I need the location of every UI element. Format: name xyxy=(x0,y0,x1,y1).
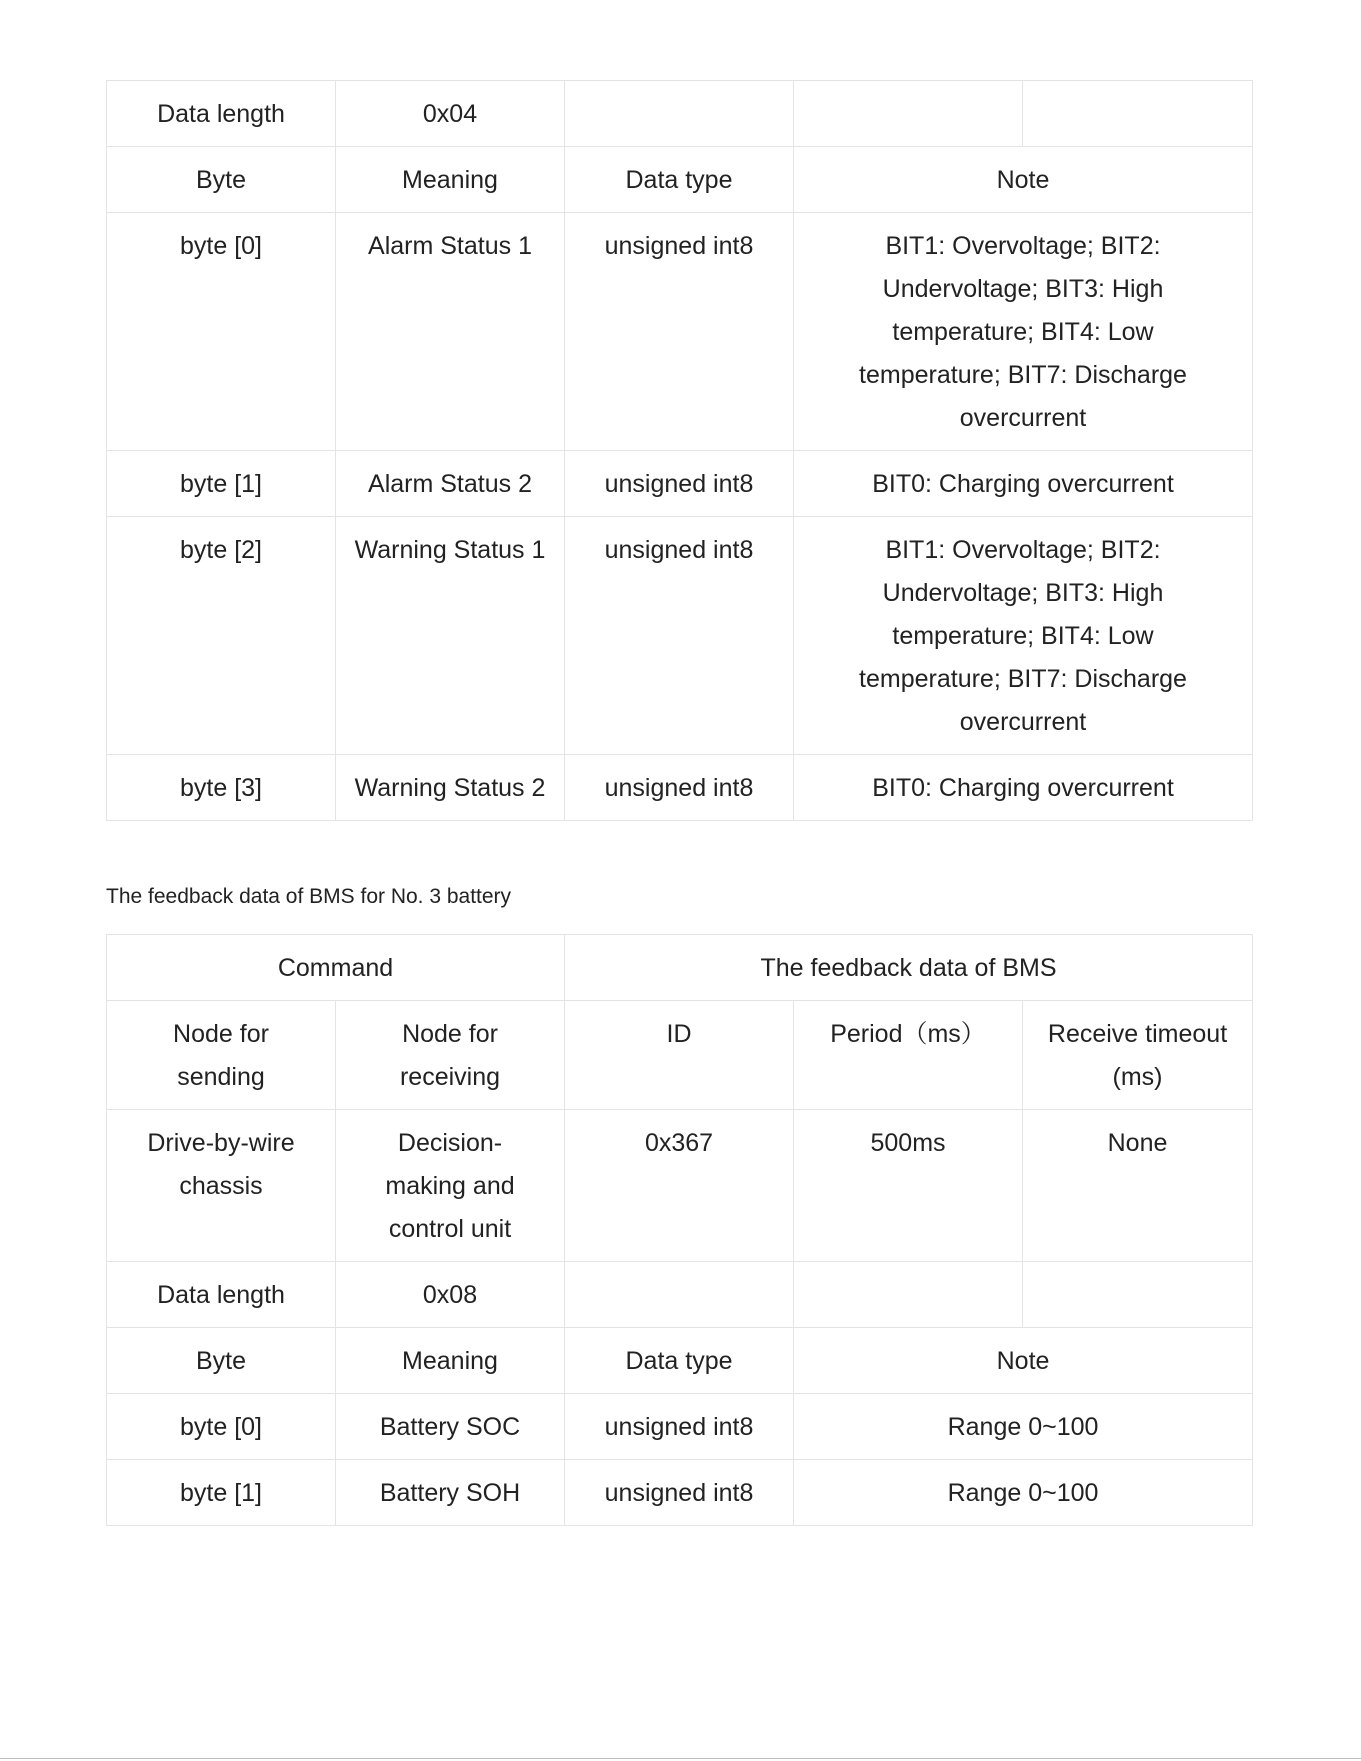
page-divider xyxy=(0,1758,1361,1759)
bms-alarm-table xyxy=(106,80,1253,821)
note-cell: BIT1: Overvoltage; BIT2: Undervoltage; BIT3: High temperature; BIT4: Low temperature; BIT7: Discharge overcurrent xyxy=(794,213,1253,451)
feedback-title-cell: The feedback data of BMS xyxy=(565,935,1253,1001)
empty-cell xyxy=(1023,1262,1253,1328)
byte-cell: byte [1] xyxy=(107,451,336,517)
table-row xyxy=(107,755,1253,821)
timeout-value: None xyxy=(1023,1110,1253,1262)
data-length-label: Data length xyxy=(107,81,336,147)
table-row xyxy=(107,517,1253,755)
note-cell: Range 0~100 xyxy=(794,1460,1253,1526)
meaning-cell: Battery SOH xyxy=(336,1460,565,1526)
byte-cell: byte [3] xyxy=(107,755,336,821)
empty-cell xyxy=(1023,81,1253,147)
data-length-row xyxy=(107,1262,1253,1328)
values-row xyxy=(107,1110,1253,1262)
byte-cell: byte [1] xyxy=(107,1460,336,1526)
table-caption: The feedback data of BMS for No. 3 battery xyxy=(106,885,512,908)
note-cell: BIT0: Charging overcurrent xyxy=(794,451,1253,517)
empty-cell xyxy=(565,1262,794,1328)
meaning-cell: Warning Status 1 xyxy=(336,517,565,755)
header-data-type: Data type xyxy=(565,147,794,213)
node-receiving-value: Decision-making and control unit xyxy=(336,1110,565,1262)
header-receive-timeout: Receive timeout (ms) xyxy=(1023,1001,1253,1110)
note-cell: BIT0: Charging overcurrent xyxy=(794,755,1253,821)
byte-cell: byte [0] xyxy=(107,213,336,451)
header-period: Period（ms） xyxy=(794,1001,1023,1110)
header-meaning: Meaning xyxy=(336,1328,565,1394)
data-type-cell: unsigned int8 xyxy=(565,755,794,821)
id-value: 0x367 xyxy=(565,1110,794,1262)
header-note: Note xyxy=(794,147,1253,213)
data-length-value: 0x04 xyxy=(336,81,565,147)
note-cell: Range 0~100 xyxy=(794,1394,1253,1460)
data-type-cell: unsigned int8 xyxy=(565,451,794,517)
meaning-cell: Warning Status 2 xyxy=(336,755,565,821)
column-header-row xyxy=(107,1001,1253,1110)
header-byte: Byte xyxy=(107,147,336,213)
header-note: Note xyxy=(794,1328,1253,1394)
meaning-cell: Alarm Status 1 xyxy=(336,213,565,451)
empty-cell xyxy=(794,81,1023,147)
header-id: ID xyxy=(565,1001,794,1110)
header-meaning: Meaning xyxy=(336,147,565,213)
data-type-cell: unsigned int8 xyxy=(565,213,794,451)
table-row xyxy=(107,213,1253,451)
data-length-label: Data length xyxy=(107,1262,336,1328)
table-row xyxy=(107,1394,1253,1460)
header-byte: Byte xyxy=(107,1328,336,1394)
node-sending-value: Drive-by-wire chassis xyxy=(107,1110,336,1262)
table-row xyxy=(107,451,1253,517)
meaning-cell: Alarm Status 2 xyxy=(336,451,565,517)
empty-cell xyxy=(565,81,794,147)
byte-cell: byte [2] xyxy=(107,517,336,755)
note-cell: BIT1: Overvoltage; BIT2: Undervoltage; BIT3: High temperature; BIT4: Low temperature; BIT7: Discharge overcurrent xyxy=(794,517,1253,755)
header-data-type: Data type xyxy=(565,1328,794,1394)
title-row xyxy=(107,935,1253,1001)
data-type-cell: unsigned int8 xyxy=(565,517,794,755)
table-row xyxy=(107,1460,1253,1526)
data-type-cell: unsigned int8 xyxy=(565,1460,794,1526)
bms-feedback-table xyxy=(106,934,1253,1526)
command-cell: Command xyxy=(107,935,565,1001)
data-type-cell: unsigned int8 xyxy=(565,1394,794,1460)
header-node-receiving: Node for receiving xyxy=(336,1001,565,1110)
header-row xyxy=(107,1328,1253,1394)
byte-cell: byte [0] xyxy=(107,1394,336,1460)
empty-cell xyxy=(794,1262,1023,1328)
header-node-sending: Node for sending xyxy=(107,1001,336,1110)
header-row xyxy=(107,147,1253,213)
data-length-value: 0x08 xyxy=(336,1262,565,1328)
period-value: 500ms xyxy=(794,1110,1023,1262)
data-length-row xyxy=(107,81,1253,147)
meaning-cell: Battery SOC xyxy=(336,1394,565,1460)
